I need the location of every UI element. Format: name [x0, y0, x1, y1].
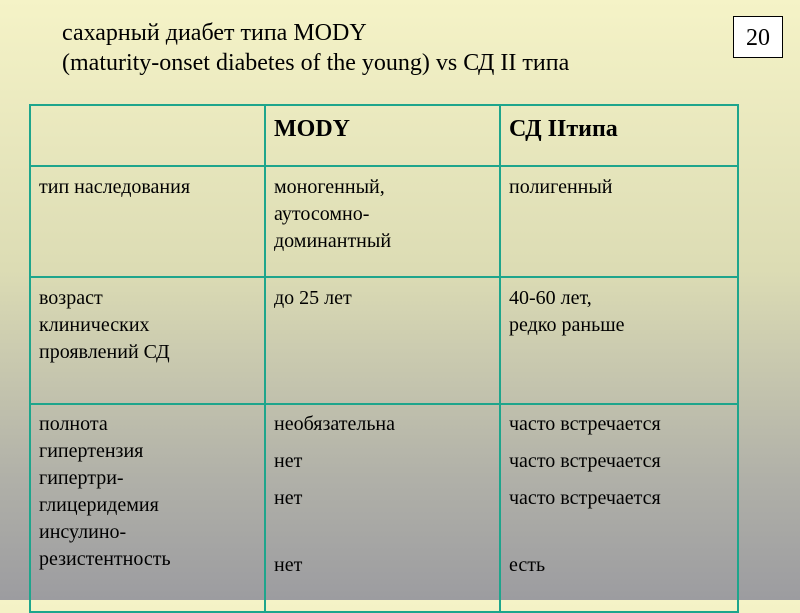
cell-line: тип наследования: [39, 176, 191, 198]
cell-line: полигенный: [509, 176, 613, 198]
cell-line: нет: [274, 487, 303, 509]
cell-line: гипертензия: [39, 440, 144, 462]
cell-line: есть: [509, 554, 546, 576]
cell-line: часто встречается: [509, 413, 661, 435]
slide-title: [62, 18, 569, 78]
table-row: [30, 277, 738, 404]
cell-line: гипертри-: [39, 467, 124, 489]
cell-line: проявлений СД: [39, 341, 170, 363]
row1-feature: [30, 166, 265, 277]
cell-line: 40-60 лет,: [509, 287, 592, 309]
cell-line: резистентность: [39, 548, 171, 570]
cell-line: доминантный: [274, 230, 392, 252]
cell-line: часто встречается: [509, 450, 661, 472]
title-line-1: сахарный диабет типа MODY: [62, 20, 367, 46]
header-type2: СД IIтипа: [500, 105, 738, 166]
table-header-row: [30, 105, 738, 166]
row1-type2: [500, 166, 738, 277]
cell-line: до 25 лет: [274, 287, 352, 309]
cell-line: необязательна: [274, 413, 396, 435]
cell-line: глицеридемия: [39, 494, 159, 516]
cell-line: редко раньше: [509, 314, 625, 336]
cell-line: моногенный,: [274, 176, 385, 198]
cell-line: нет: [274, 554, 303, 576]
row3-type2: [500, 404, 738, 612]
row2-mody: [265, 277, 500, 404]
row3-feature: [30, 404, 265, 612]
row2-feature: [30, 277, 265, 404]
header-mody: MODY: [265, 105, 500, 166]
comparison-table: [29, 104, 739, 613]
cell-line: нет: [274, 450, 303, 472]
cell-line: аутосомно-: [274, 203, 370, 225]
cell-line: полнота: [39, 413, 108, 435]
row1-mody: [265, 166, 500, 277]
header-empty-cell: [30, 105, 265, 166]
slide-number-box: 20: [733, 16, 783, 58]
table-row: [30, 404, 738, 612]
row3-mody: [265, 404, 500, 612]
cell-line: клинических: [39, 314, 150, 336]
title-line-2: (maturity-onset diabetes of the young) vs СД II типа: [62, 50, 570, 76]
table-row: [30, 166, 738, 277]
cell-line: инсулино-: [39, 521, 127, 543]
cell-line: часто встречается: [509, 487, 661, 509]
cell-line: возраст: [39, 287, 103, 309]
row2-type2: [500, 277, 738, 404]
